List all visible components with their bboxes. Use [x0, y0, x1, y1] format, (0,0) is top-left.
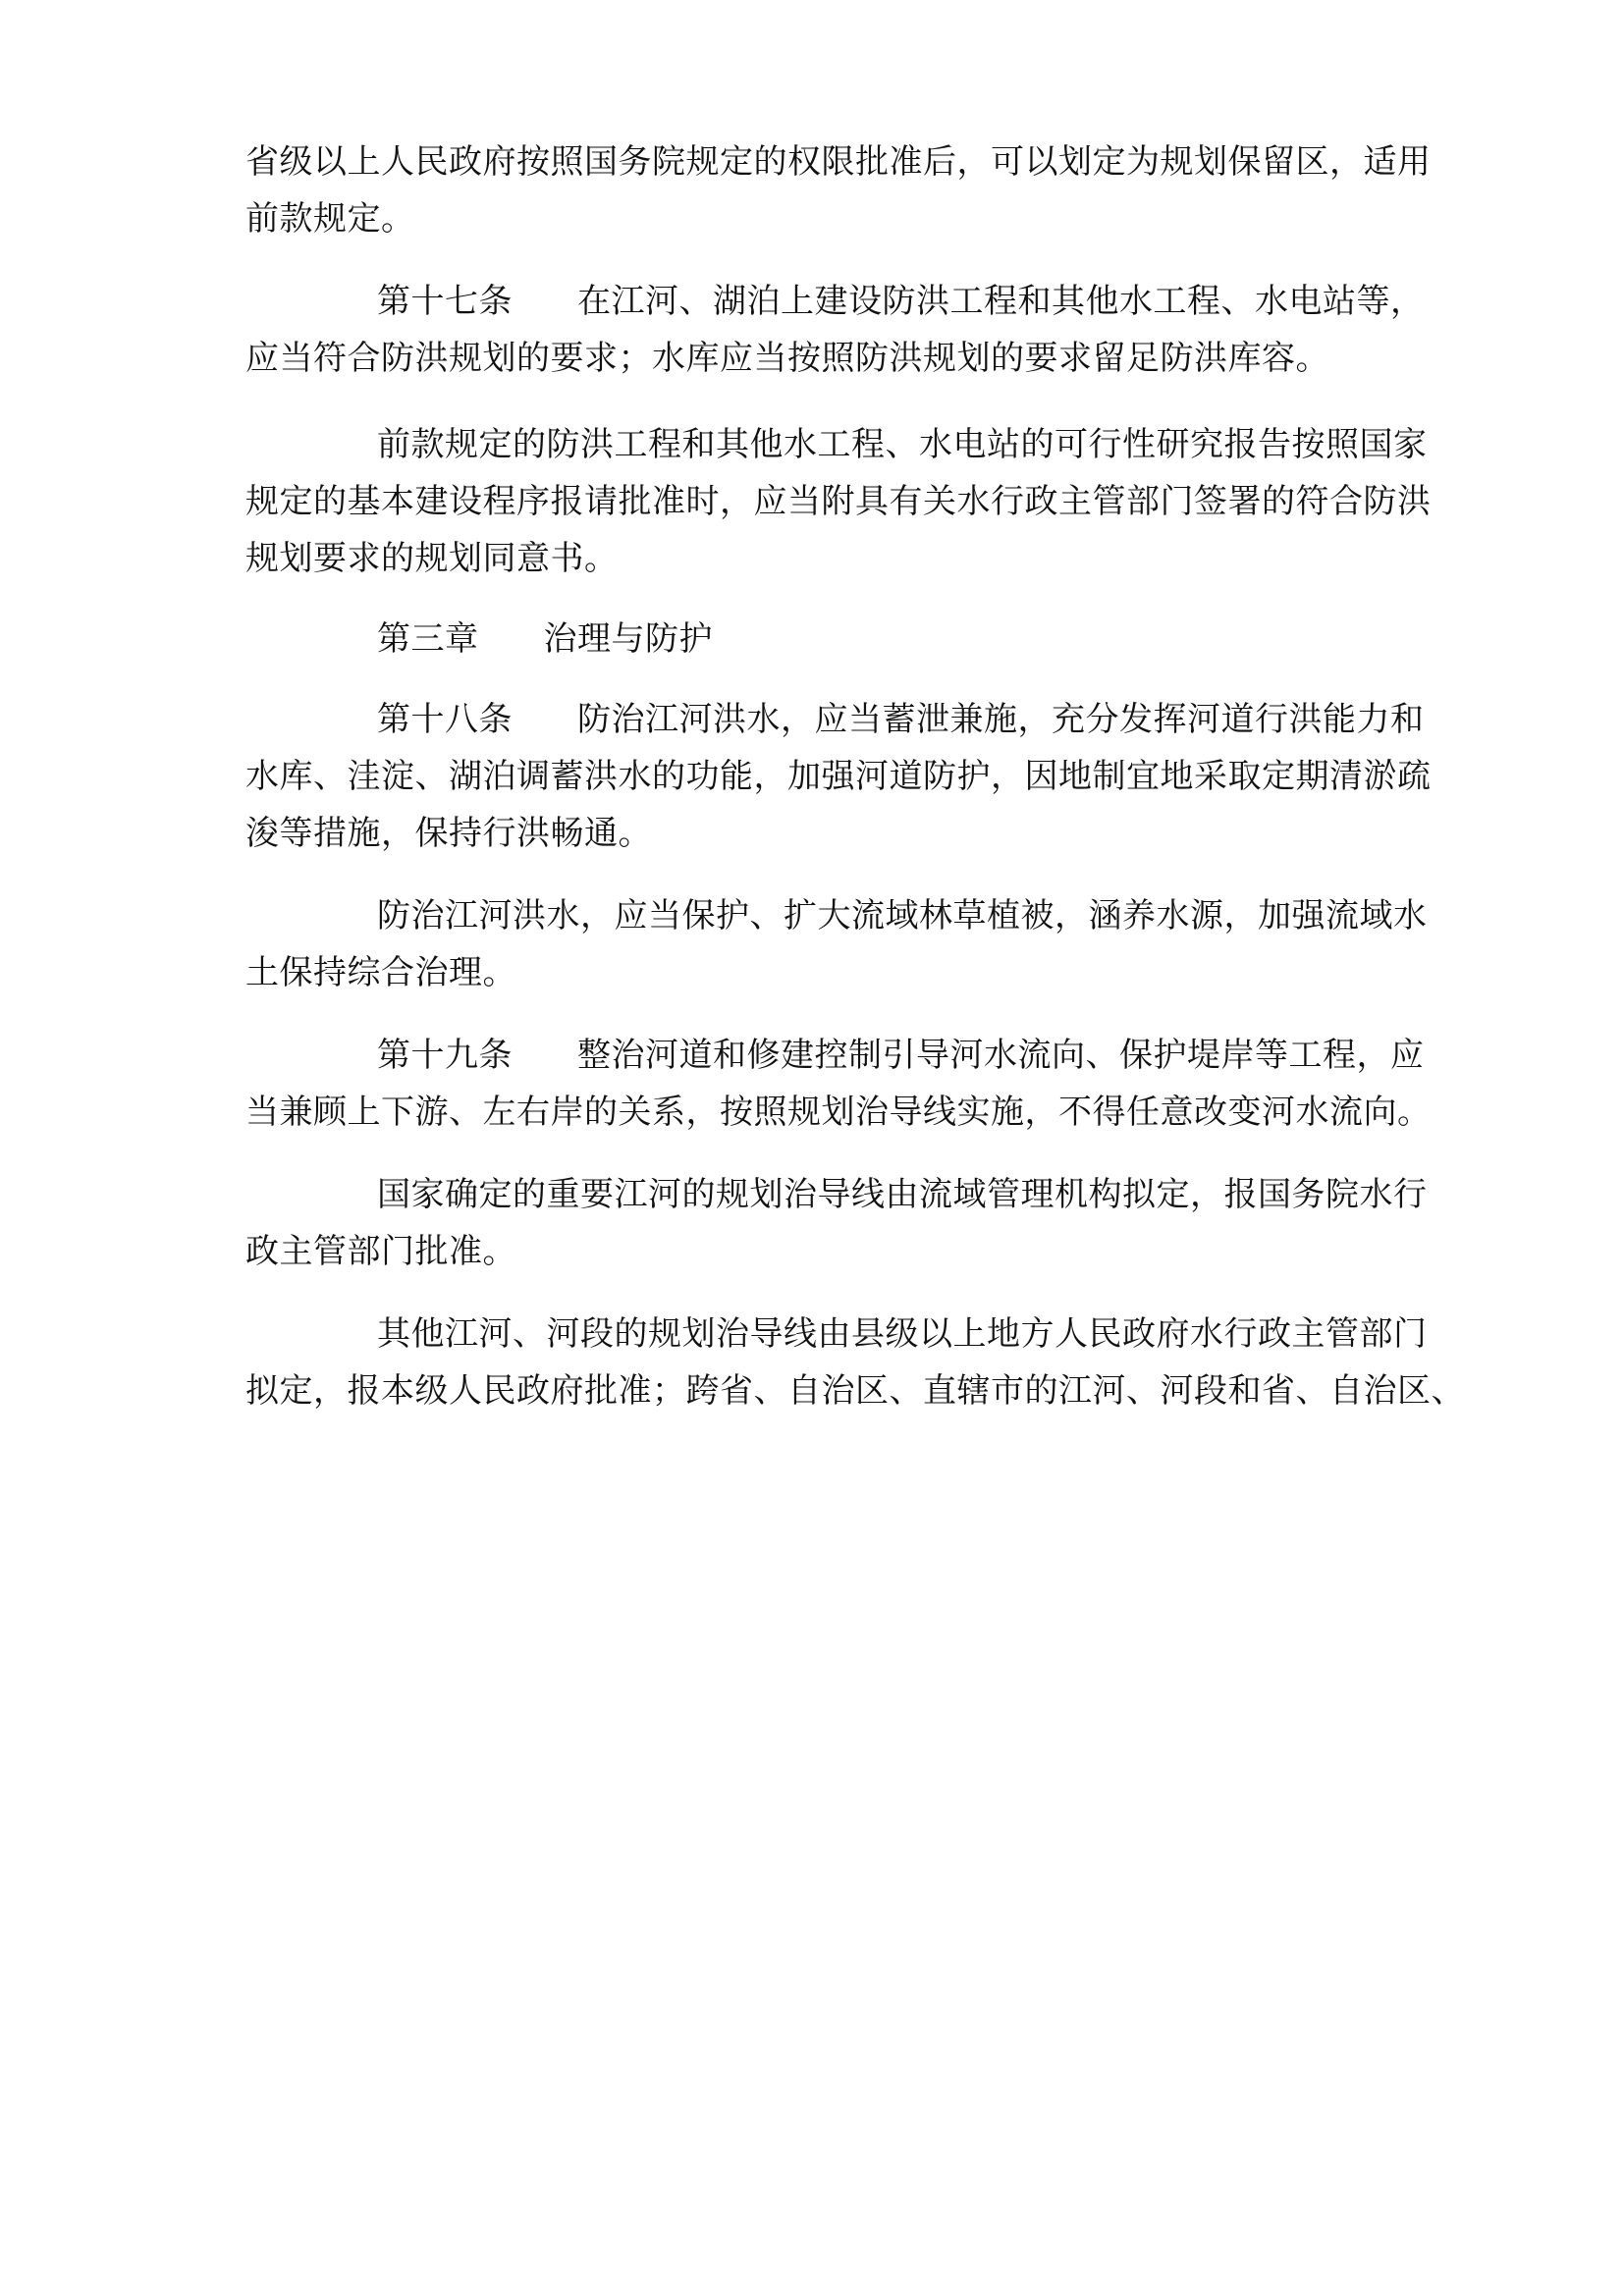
paragraph-line: 规划要求的规划同意书。 — [245, 539, 619, 578]
paragraph-line: 省级以上人民政府按照国务院规定的权限批准后，可以划定为规划保留区，适用 — [245, 142, 1432, 182]
chapter-label: 第三章 — [377, 619, 479, 659]
chapter-heading — [377, 614, 1384, 664]
article-line: 当兼顾上下游、左右岸的关系，按照规划治导线实施，不得任意改变河水流向。 — [245, 1093, 1432, 1132]
article-line: 应当符合防洪规划的要求；水库应当按照防洪规划的要求留足防洪库容。 — [245, 339, 1329, 378]
article-label: 第十八条 — [377, 700, 513, 739]
article-line: 浚等措施，保持行洪畅通。 — [245, 814, 652, 853]
article-text: 在江河、湖泊上建设防洪工程和其他水工程、水电站等， — [577, 282, 1425, 321]
article-label: 第十九条 — [377, 1036, 513, 1075]
article-label: 第十七条 — [377, 282, 513, 321]
paragraph-line: 前款规定。 — [245, 199, 415, 239]
paragraph-line: 规定的基本建设程序报请批准时，应当附具有关水行政主管部门签署的符合防洪 — [245, 482, 1432, 521]
paragraph-line: 前款规定的防洪工程和其他水工程、水电站的可行性研究报告按照国家 — [377, 425, 1428, 464]
paragraph-line: 国家确定的重要江河的规划治导线由流域管理机构拟定，报国务院水行 — [377, 1175, 1428, 1214]
paragraph-line: 政主管部门批准。 — [245, 1232, 516, 1271]
article-first-line — [377, 695, 1425, 744]
article-text: 防治江河洪水，应当蓄泄兼施，充分发挥河道行洪能力和 — [577, 700, 1425, 739]
paragraph-line: 其他江河、河段的规划治导线由县级以上地方人民政府水行政主管部门 — [377, 1314, 1428, 1354]
paragraph-line: 拟定，报本级人民政府批准；跨省、自治区、直辖市的江河、河段和省、自治区、 — [245, 1371, 1465, 1411]
chapter-title: 治理与防护 — [543, 619, 713, 659]
paragraph-line: 土保持综合治理。 — [245, 953, 516, 992]
article-first-line — [377, 1031, 1425, 1080]
paragraph-line: 防治江河洪水，应当保护、扩大流域林草植被，涵养水源，加强流域水 — [377, 896, 1428, 935]
article-first-line — [377, 277, 1425, 326]
article-text: 整治河道和修建控制引导河水流向、保护堤岸等工程，应 — [577, 1036, 1425, 1075]
article-line: 水库、洼淀、湖泊调蓄洪水的功能，加强河道防护，因地制宜地采取定期清淤疏 — [245, 757, 1432, 796]
